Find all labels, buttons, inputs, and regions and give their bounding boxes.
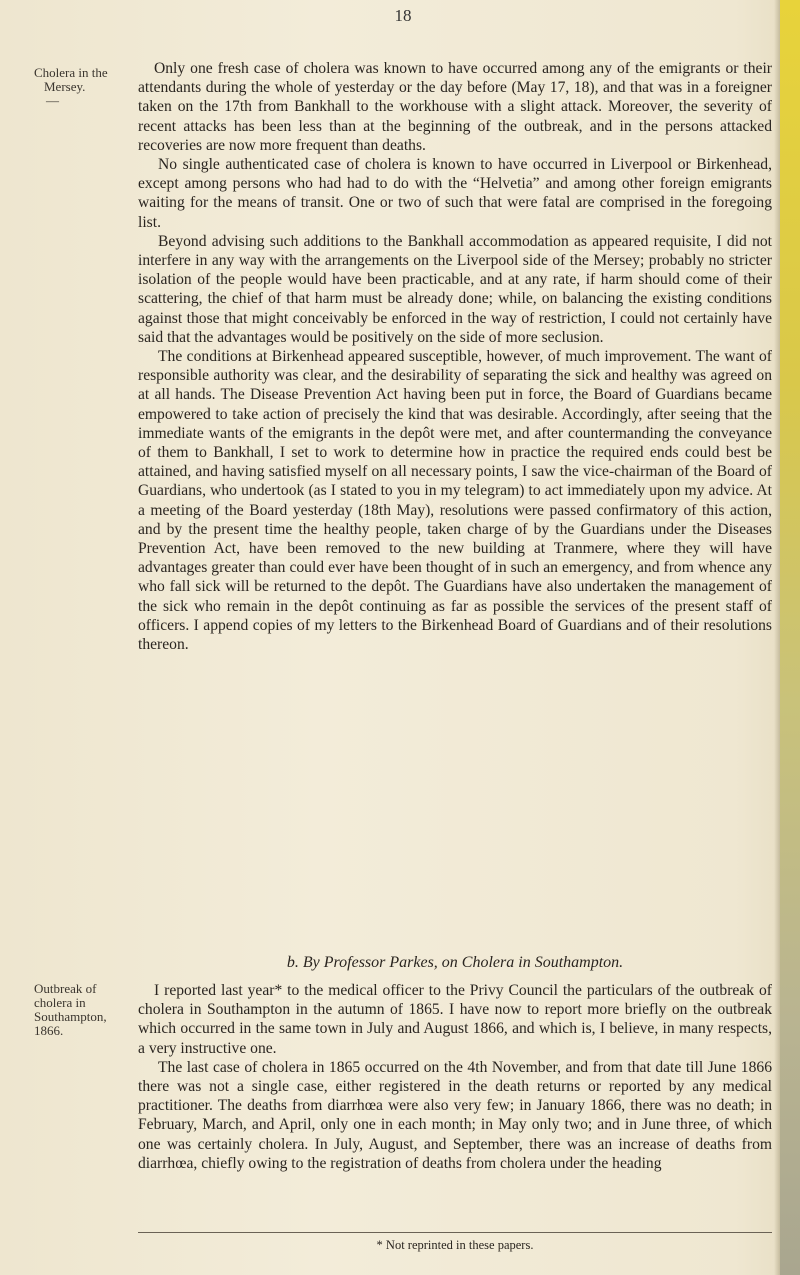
- paragraph: The conditions at Birkenhead appeared susceptible, however, of much improvement. The want of responsible authority was clear, and the desirability of separating the sick and healthy was agreed on at all hands. The Disease Prevention Act having been put in force, the Board of Guardians became empowered to take action of precisely the kind that was desirable. Accordingly, after seeing that the immediate wants of the emigrants in the depôt were met, and after countermanding the conveyance of them to Bankhall, I set to work to determine how in practice the required ends could best be attained, and having satisfied myself on all necessary points, I saw the vice-chairman of the Board of Guardians, who undertook (as I stated to you in my telegram) to act immediately upon my advice. At a meeting of the Board yesterday (18th May), resolutions were passed confirmatory of this action, and by the present time the healthy people, taken charge of by the Guardians under the Diseases Prevention Act, have been removed to the new building at Tranmere, where they will have advantages greater than could ever have been thought of in such an emergency, and from whence any who fall sick will be returned to the depôt. The Guardians have also undertaken the management of the sick who remain in the depôt continuing as far as possible the services of the present staff of officers. I append copies of my letters to the Birkenhead Board of Guardians and of their resolutions thereon.: [138, 348, 772, 654]
- page-number: 18: [394, 6, 412, 25]
- paragraph: No single authenticated case of cholera is known to have occurred in Liverpool or Birkenhead, except among persons who had had to do with the “Helvetia” and among other foreign emigrants waiting for the means of transit. One or two of such that were fatal are comprised in the foregoing list.: [138, 156, 772, 231]
- paragraph: Beyond advising such additions to the Bankhall accommodation as appeared requisite, I did not interfere in any way with the arrangements on the Liverpool side of the Mersey; probably no stricter isolation of the people would have been practicable, and at any rate, if harm should come of their scattering, the chief of that harm must be already done; while, on balancing the existing conditions against those that might conceivably be enforced in the way of restriction, I could not certainly have said that the advantages would be positively on the side of more seclusion.: [138, 232, 772, 346]
- section-b-heading: [138, 954, 772, 972]
- paragraph: I reported last year* to the medical officer to the Privy Council the particulars of the outbreak of cholera in Southampton in the autumn of 1865. I have now to report more briefly on the outbreak which occurred in the same town in July and August 1866, and which is, I believe, in many respects, a very instructive one.: [138, 982, 772, 1057]
- footnote-rule: [138, 1232, 772, 1233]
- margin-note-line: cholera in: [34, 995, 86, 1010]
- section-b-letter: b.: [286, 954, 299, 971]
- page-edge-strip: [780, 0, 800, 1275]
- paragraph: The last case of cholera in 1865 occurred on the 4th November, and from that date till June 1866 there was not a single case, either registered in the death returns or reported by any medical practitioner. The deaths from diarrhœa were also very few; in January 1866, there was no death; in February, March, and April, only one in each month; in May only two; and in June three, of which one was certainly cholera. In July, August, and September, there was an increase of deaths from diarrhœa, chiefly owing to the registration of deaths from cholera under the heading: [138, 1058, 772, 1172]
- margin-note-line: Cholera in the: [34, 65, 108, 80]
- margin-note-outbreak-southampton: [34, 982, 107, 1038]
- margin-note-line: Mersey.: [44, 79, 86, 94]
- paragraph: Only one fresh case of cholera was known to have occurred among any of the emigrants or their attendants during the whole of yesterday or the day before (May 17, 18), and that was in a foreigner taken on the 17th from Bankhall to the workhouse with a slight attack. Moreover, the severity of recent attacks has been less than at the beginning of the outbreak, and in the persons attacked recoveries are now more frequent than deaths.: [138, 60, 772, 154]
- margin-note-dash: —: [46, 93, 59, 108]
- section-a-text: [138, 59, 772, 654]
- margin-note-line: Southampton,: [34, 1009, 107, 1024]
- margin-note-line: 1866.: [34, 1023, 64, 1038]
- margin-note-line: Outbreak of: [34, 981, 97, 996]
- section-b-text: [138, 981, 772, 1173]
- margin-note-cholera-mersey: [34, 66, 108, 108]
- section-b-title: By Professor Parkes, on Cholera in Southampton.: [302, 954, 624, 971]
- footnote: * Not reprinted in these papers.: [376, 1238, 534, 1252]
